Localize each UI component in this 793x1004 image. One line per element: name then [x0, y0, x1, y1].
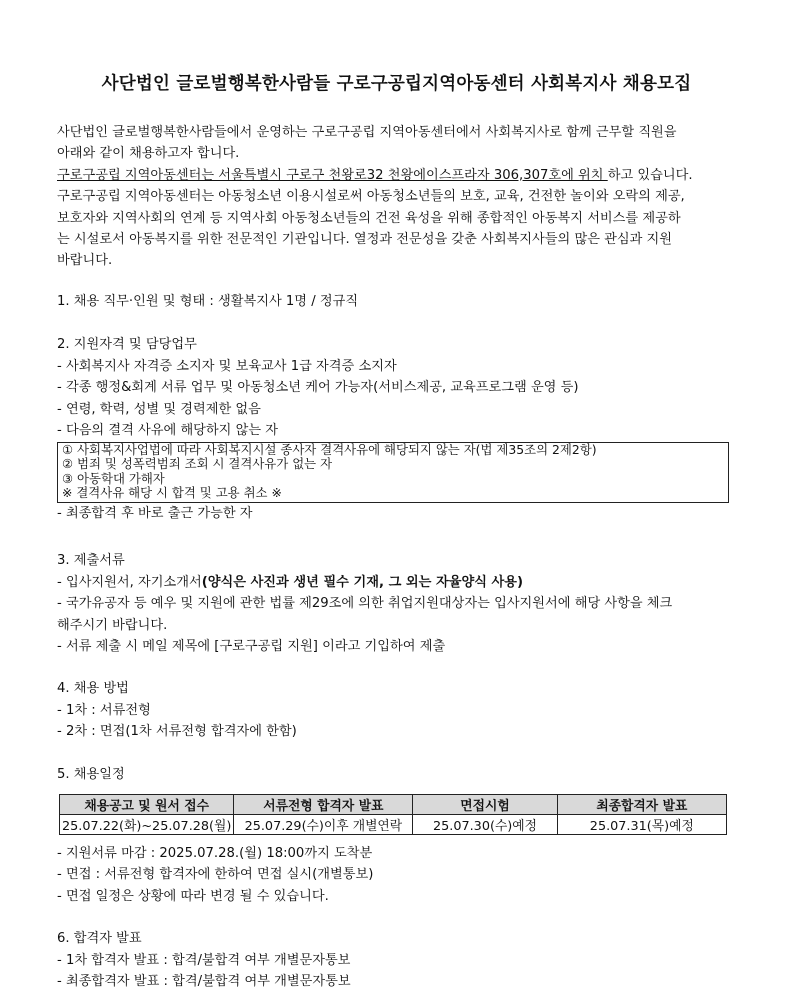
- intro-line: [57, 250, 741, 271]
- section-3-heading: 3. 제출서류: [57, 553, 125, 568]
- bold-text: (양식은 사진과 생년 필수 기재, 그 외는 자율양식 사용): [201, 575, 524, 590]
- document-title: 사단법인 글로벌행복한사람들 구로구공립지역아동센터 사회복지사 채용모집: [101, 74, 692, 94]
- section-2-bullet: - 최종합격 후 바로 출근 가능한 자: [57, 505, 253, 521]
- text-run: 구로구공립 지역아동센터는 아동청소년 이용시설로써 아동청소년들의 보호, 교육, 건전한 놀이와 오락의 제공,: [57, 189, 685, 205]
- section-2-bullet: - 사회복지사 자격증 소지자 및 보육교사 1급 자격증 소지자: [57, 359, 397, 374]
- text-run: 는 시설로서 아동복지를 위한 전문적인 기관입니다. 열정과 전문성을 갖춘 사회복지사들의 많은 관심과 지원: [57, 231, 673, 247]
- schedule-cell: 25.07.31(목)예정: [557, 815, 726, 835]
- text-run: 보호자와 지역사회의 연계 등 지역사회 아동청소년들의 건전 육성을 위해 종합적인 아동복지 서비스를 제공하: [57, 210, 681, 226]
- text-run: - 입사지원서, 자기소개서: [57, 575, 202, 590]
- intro-line: [57, 186, 741, 207]
- schedule-header-row: [60, 795, 727, 815]
- schedule-cell: 25.07.22(화)~25.07.28(월): [60, 815, 234, 835]
- section-5-heading: 5. 채용일정: [57, 767, 125, 782]
- schedule-header-cell: 면접시험: [413, 795, 557, 815]
- schedule-header-cell: 채용공고 및 원서 접수: [60, 795, 234, 815]
- section-3-bullet: [57, 593, 741, 614]
- section-3-bullet: [57, 636, 741, 657]
- text-run: 아래와 같이 채용하고자 합니다.: [57, 146, 240, 162]
- section-6: [57, 928, 741, 993]
- underlined-text: 구로구공립 지역아동센터는 서울특별시 구로구 천왕로32 천왕에이스프라자 306,307호에 위치: [57, 167, 608, 183]
- text-run: - 국가유공자 등 예우 및 지원에 관한 법률 제29조에 의한 취업지원대상자는 입사지원서에 해당 사항을 체크: [57, 596, 673, 612]
- section-2-bullet: - 각종 행정&회계 서류 업무 및 아동청소년 케어 가능자(서비스제공, 교육프로그램 운영 등): [57, 380, 579, 396]
- section-5-bullet: - 면접 일정은 상황에 따라 변경 될 수 있습니다.: [57, 888, 329, 904]
- text-run: 바랍니다.: [57, 253, 113, 269]
- disqualification-item: ③ 아동학대 가해자: [62, 470, 165, 486]
- disqualification-item: ① 사회복지사업법에 따라 사회복지시설 종사자 결격사유에 해당되지 않는 자(법 제35조의 2제2항): [62, 441, 597, 457]
- disqualification-box: [57, 442, 729, 503]
- section-5-bullet: - 지원서류 마감 : 2025.07.28.(월) 18:00까지 도착분: [57, 846, 373, 861]
- schedule-header-cell: 서류전형 합격자 발표: [234, 795, 413, 815]
- intro-line: [57, 208, 741, 229]
- section-6-heading: 6. 합격자 발표: [57, 931, 142, 946]
- intro-line: [57, 229, 741, 250]
- section-4-bullet: - 1차 : 서류전형: [57, 703, 151, 718]
- section-1: [57, 291, 741, 313]
- section-2: [57, 334, 741, 524]
- disqualification-note: ※ 결격사유 해당 시 합격 및 고용 취소 ※: [62, 485, 282, 501]
- text-run: 해주시기 바랍니다.: [57, 617, 168, 633]
- disqualification-item: ② 범죄 및 성폭력범죄 조회 시 결격사유가 없는 자: [62, 456, 333, 472]
- section-2-heading: 2. 지원자격 및 담당업무: [57, 337, 197, 352]
- section-4: [57, 678, 741, 743]
- section-4-bullet: - 2차 : 면접(1차 서류전형 합격자에 한함): [57, 724, 297, 740]
- intro-line: [57, 122, 741, 143]
- schedule-table: [59, 794, 727, 835]
- text-run: - 서류 제출 시 메일 제목에 [구로구공립 지원] 이라고 기입하여 제출: [57, 639, 446, 655]
- schedule-header-cell: 최종합격자 발표: [557, 795, 726, 815]
- section-2-bullet: - 다음의 결격 사유에 해당하지 않는 자: [57, 423, 278, 439]
- section-2-bullet: - 연령, 학력, 성별 및 경력제한 없음: [57, 401, 261, 417]
- schedule-cell: 25.07.30(수)예정: [413, 815, 557, 835]
- section-6-bullet: - 1차 합격자 발표 : 합격/불합격 여부 개별문자통보: [57, 953, 351, 968]
- section-3-bullet: [57, 572, 741, 593]
- section-6-bullet: - 최종합격자 발표 : 합격/불합격 여부 개별문자통보: [57, 974, 351, 990]
- section-3-bullet: [57, 615, 741, 636]
- schedule-cell: 25.07.29(수)이후 개별연락: [234, 815, 413, 835]
- section-5-bullet: - 면접 : 서류전형 합격자에 한하여 면접 실시(개별통보): [57, 867, 374, 883]
- section-1-heading: 1. 채용 직무·인원 및 형태 : 생활복지사 1명 / 정규직: [57, 294, 359, 309]
- intro-paragraph: [57, 122, 741, 272]
- text-run: 하고 있습니다.: [607, 167, 693, 183]
- section-3: [57, 550, 741, 658]
- section-4-heading: 4. 채용 방법: [57, 681, 129, 696]
- intro-line: [57, 143, 741, 164]
- schedule-row: [60, 815, 727, 835]
- section-5: [57, 764, 741, 907]
- intro-line: [57, 165, 741, 186]
- text-run: 사단법인 글로벌행복한사람들에서 운영하는 구로구공립 지역아동센터에서 사회복지사로 함께 근무할 직원을: [57, 125, 677, 140]
